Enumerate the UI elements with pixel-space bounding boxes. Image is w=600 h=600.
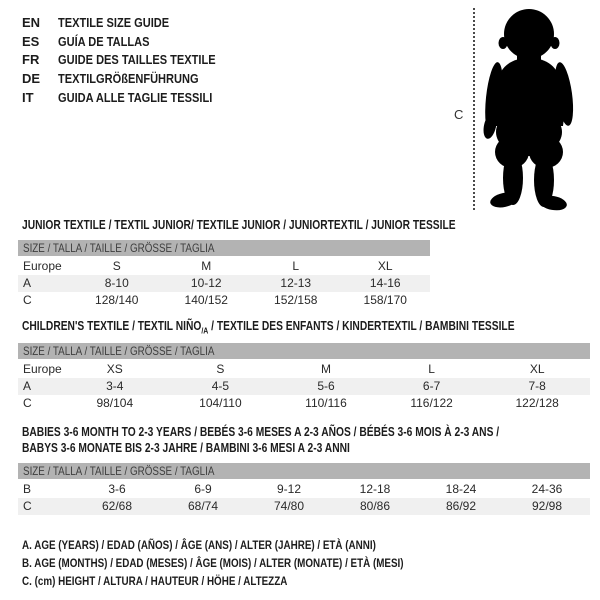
table-cell: 12-13 xyxy=(280,276,312,290)
subscript-a: /A xyxy=(201,325,209,336)
table-cell: 110/116 xyxy=(305,396,347,410)
toddler-silhouette-icon xyxy=(478,6,578,212)
table-cell: 92/98 xyxy=(531,499,563,513)
table-cell: 14-16 xyxy=(369,276,401,290)
table-cell: 152/158 xyxy=(274,293,318,307)
language-code: ES xyxy=(22,33,40,49)
language-code: DE xyxy=(22,70,41,86)
table-row xyxy=(18,361,590,378)
table-cell: L xyxy=(292,259,300,273)
table-cell: 10-12 xyxy=(190,276,222,290)
table-cell: M xyxy=(201,259,212,273)
children-section-title: CHILDREN'S TEXTILE / TEXTIL $NIÑO_{/A}$ / TEXTILE DES ENFANTS / KINDERTEXTIL / BAMBINI TESSILE xyxy=(22,319,515,336)
table-row xyxy=(18,292,430,309)
table-cell: M xyxy=(320,362,331,376)
footnotes xyxy=(22,536,487,590)
language-code: IT xyxy=(22,89,34,105)
row-label: B xyxy=(23,482,32,496)
language-label: TEXTILGRÖßENFÜHRUNG xyxy=(58,70,199,86)
table-cell: 5-6 xyxy=(317,379,335,393)
table-cell: 9-12 xyxy=(276,482,302,496)
table-cell: 3-4 xyxy=(106,379,124,393)
size-header-bar: SIZE / TALLA / TAILLE / GRÖSSE / TAGLIA xyxy=(18,240,430,256)
table-cell: 98/104 xyxy=(96,396,134,410)
table-cell: 12-18 xyxy=(359,482,391,496)
table-cell: L xyxy=(428,362,435,376)
footnote-a: A. AGE (YEARS) / EDAD (AÑOS) / ÂGE (ANS) / ALTER (JAHRE) / ETÀ (ANNI) xyxy=(22,538,376,552)
table-cell: 140/152 xyxy=(184,293,228,307)
row-label: A xyxy=(23,379,32,393)
language-row xyxy=(22,50,243,69)
language-row xyxy=(22,13,243,32)
language-label: GUÍA DE TALLAS xyxy=(58,33,150,49)
table-cell: 18-24 xyxy=(445,482,477,496)
height-measure-label: C xyxy=(454,107,464,122)
babies-size-table xyxy=(18,463,590,515)
language-label: GUIDA ALLE TAGLIE TESSILI xyxy=(58,89,213,105)
table-cell: 3-6 xyxy=(108,482,126,496)
language-row xyxy=(22,88,243,107)
footnote-b: B. AGE (MONTHS) / EDAD (MESES) / ÂGE (MOIS) / ALTER (MONATE) / ETÀ (MESI) xyxy=(22,556,404,570)
table-row xyxy=(18,378,590,395)
table-cell: S xyxy=(216,362,225,376)
junior-size-table xyxy=(18,240,430,309)
table-cell: 68/74 xyxy=(187,499,219,513)
language-row xyxy=(22,69,243,88)
language-row xyxy=(22,32,243,51)
language-label: GUIDE DES TAILLES TEXTILE xyxy=(58,52,216,68)
row-label: Europe xyxy=(23,362,62,376)
table-row xyxy=(18,481,590,498)
table-cell: 122/128 xyxy=(515,396,559,410)
table-cell: 128/140 xyxy=(95,293,139,307)
language-list xyxy=(22,13,243,106)
children-size-table xyxy=(18,343,590,412)
table-row xyxy=(18,498,590,515)
table-cell: 74/80 xyxy=(273,499,305,513)
row-label: C xyxy=(23,499,32,513)
size-header-bar: SIZE / TALLA / TAILLE / GRÖSSE / TAGLIA xyxy=(18,463,590,479)
table-cell: 158/170 xyxy=(363,293,407,307)
table-cell: S xyxy=(112,259,121,273)
table-cell: 86/92 xyxy=(445,499,477,513)
row-label: Europe xyxy=(23,259,62,273)
table-cell: 116/122 xyxy=(410,396,453,410)
table-cell: XL xyxy=(529,362,545,376)
language-label: TEXTILE SIZE GUIDE xyxy=(58,14,170,30)
size-header-bar: SIZE / TALLA / TAILLE / GRÖSSE / TAGLIA xyxy=(18,343,590,359)
height-measure-dotted-line xyxy=(473,8,475,210)
table-cell: 80/86 xyxy=(359,499,391,513)
language-code: FR xyxy=(22,52,40,68)
table-cell: 6-7 xyxy=(422,379,441,393)
table-row xyxy=(18,258,430,275)
junior-section-title: JUNIOR TEXTILE / TEXTIL JUNIOR/ TEXTILE JUNIOR / JUNIORTEXTIL / JUNIOR TESSILE xyxy=(22,218,456,232)
table-cell: 4-5 xyxy=(211,379,230,393)
table-cell: 6-9 xyxy=(194,482,212,496)
row-label: C xyxy=(23,396,32,410)
table-cell: 104/110 xyxy=(199,396,242,410)
table-cell: 24-36 xyxy=(531,482,563,496)
language-code: EN xyxy=(22,14,41,30)
footnote-c: C. (cm) HEIGHT / ALTURA / HAUTEUR / HÖHE / ALTEZZA xyxy=(22,574,288,588)
table-row xyxy=(18,275,430,292)
row-label: C xyxy=(23,293,32,307)
table-cell: 8-10 xyxy=(104,276,129,290)
table-cell: XL xyxy=(377,259,393,273)
table-cell: 62/68 xyxy=(101,499,133,513)
row-label: A xyxy=(23,276,32,290)
table-cell: XS xyxy=(106,362,123,376)
table-cell: 7-8 xyxy=(528,379,546,393)
babies-section-title: BABIES 3-6 MONTH TO 2-3 YEARS / BEBÉS 3-6 MESES A 2-3 AÑOS / BÉBÉS 3-6 MOIS À 2-3 ANS / BABYS 3-6 MONATE BIS 2-3 JAHRE / BAMBINI 3-6 MESI A 2-3 ANNI xyxy=(22,425,500,455)
table-row xyxy=(18,395,590,412)
